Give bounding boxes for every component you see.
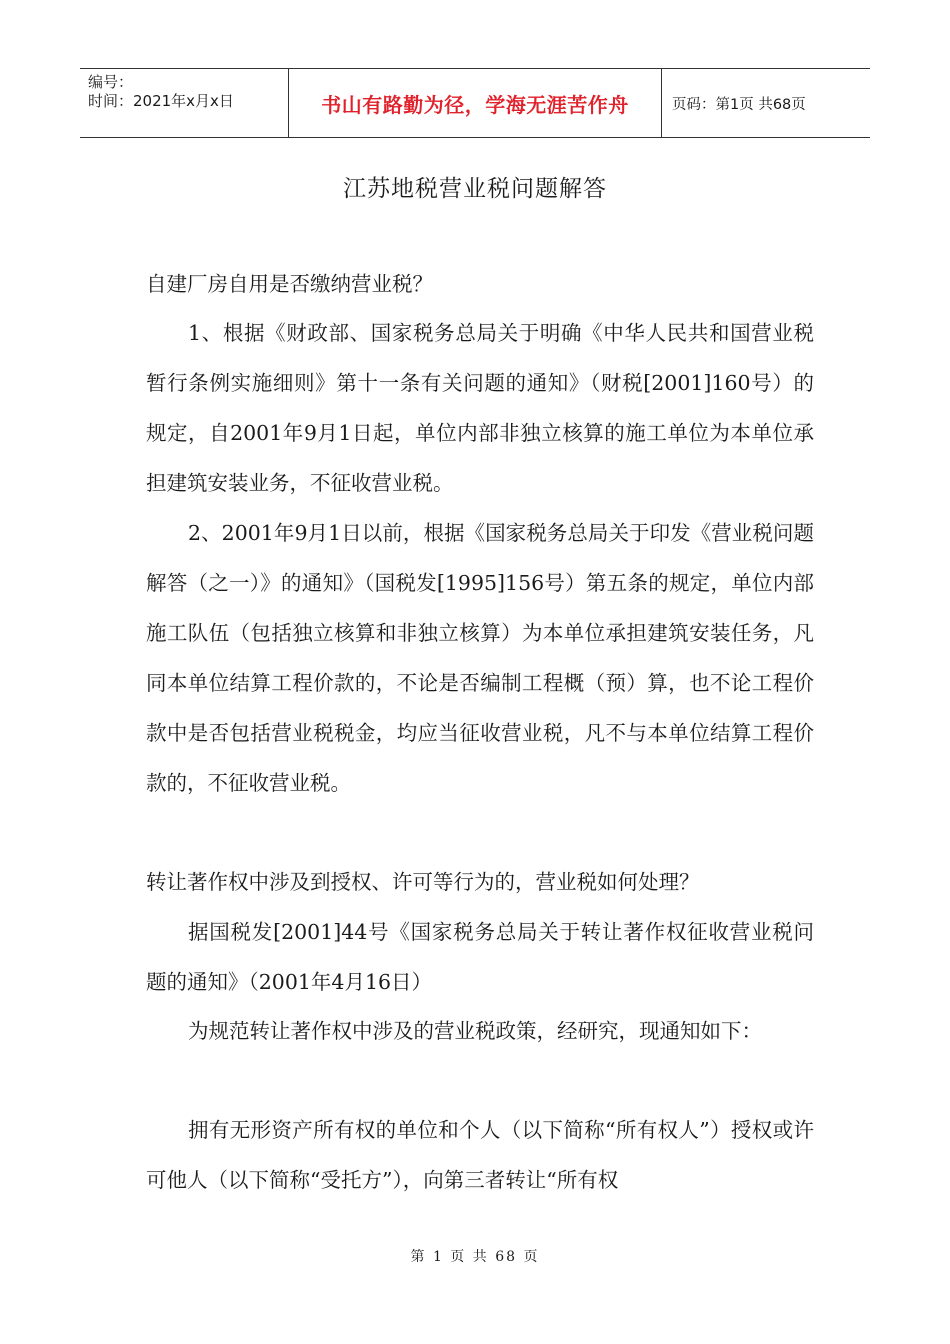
header-table (80, 68, 870, 138)
question-1: 自建厂房自用是否缴纳营业税？ (146, 272, 433, 296)
number-label: 编号： (88, 73, 134, 91)
answer-1-para-1: 1、根据《财政部、国家税务总局关于明确《中华人民共和国营业税暂行条例实施细则》第十一条有关问题的通知》（财税[2001]160号）的规定，自2001年9月1日起，单位内部非独立核算的施工单位为本单位承担建筑安装业务，不征收营业税。 (146, 321, 814, 495)
time-label: 时间：2021年x月x日 (88, 92, 234, 110)
header-motto: 书山有路勤为径，学海无涯苦作舟 (289, 69, 662, 137)
question-2: 转让著作权中涉及到授权、许可等行为的，营业税如何处理？ (146, 870, 700, 894)
answer-2-para-1: 据国税发[2001]44号《国家税务总局关于转让著作权征收营业税问题的通知》（2001年4月16日） (146, 920, 814, 994)
header-left-cell (80, 69, 289, 137)
answer-2-para-3: 拥有无形资产所有权的单位和个人（以下简称“所有权人”）授权或许可他人（以下简称“受托方”），向第三者转让“所有权 (146, 1118, 814, 1192)
page-footer: 第 1 页 共 68 页 (410, 1249, 540, 1265)
answer-1-para-2: 2、2001年9月1日以前，根据《国家税务总局关于印发《营业税问题解答（之一）》的通知》（国税发[1995]156号）第五条的规定，单位内部施工队伍（包括独立核算和非独立核算）为本单位承担建筑安装任务，凡同本单位结算工程价款的，不论是否编制工程概（预）算，也不论工程价款中是否包括营业税税金，均应当征收营业税，凡不与本单位结算工程价款的，不征收营业税。 (146, 521, 814, 795)
document-title: 江苏地税营业税问题解答 (343, 176, 607, 202)
answer-2-para-2: 为规范转让著作权中涉及的营业税政策，经研究，现通知如下： (188, 1019, 762, 1043)
header-page-info: 页码：第1页 共68页 (672, 96, 806, 113)
